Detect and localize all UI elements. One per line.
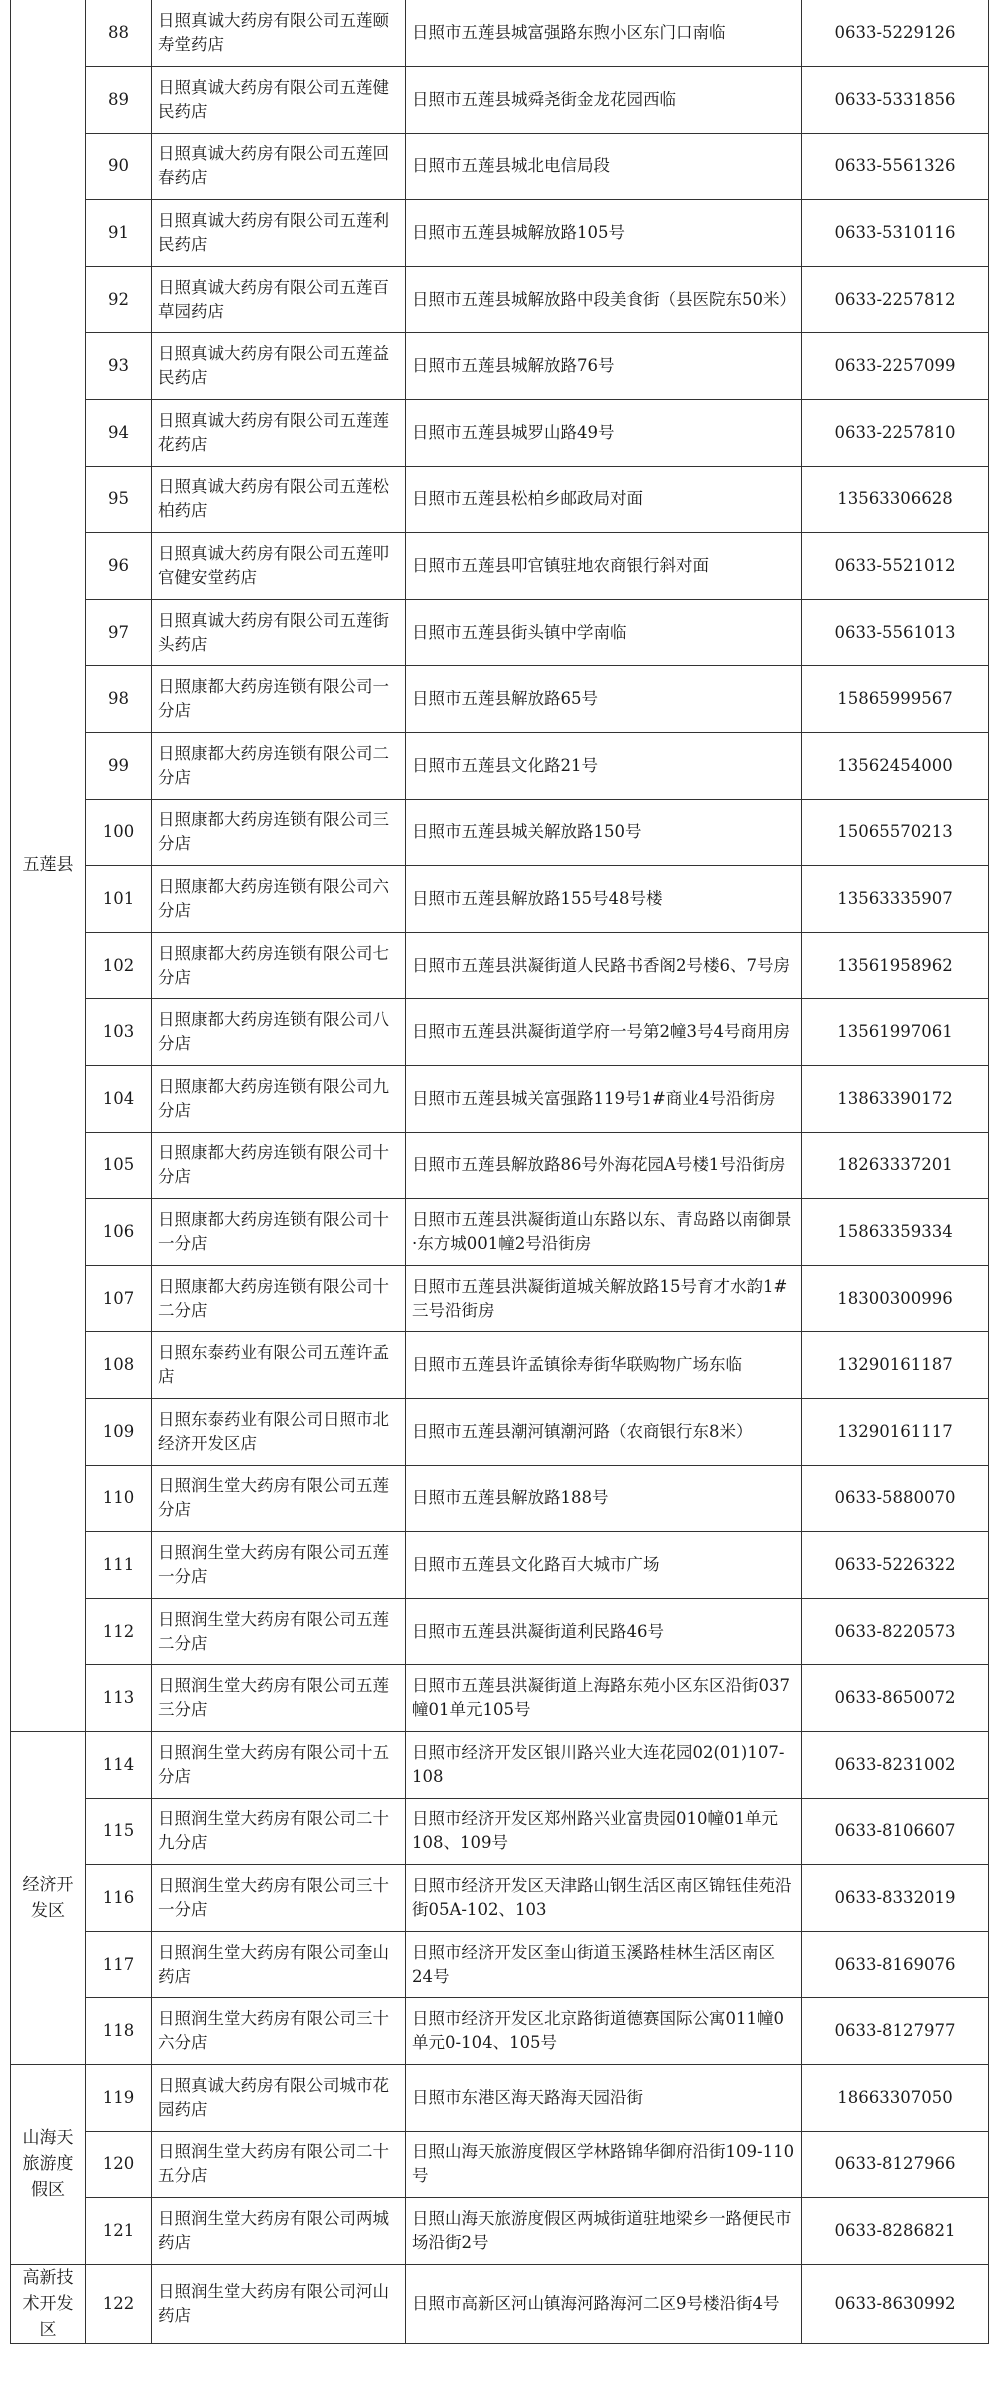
store-name-cell: 日照润生堂大药房有限公司十五分店 bbox=[152, 1731, 406, 1798]
table-row bbox=[11, 1998, 989, 2065]
store-number-cell: 89 bbox=[86, 67, 152, 134]
store-phone-cell: 0633-8332019 bbox=[802, 1865, 989, 1932]
store-address-cell: 日照市经济开发区奎山街道玉溪路桂林生活区南区24号 bbox=[406, 1931, 802, 1998]
store-phone-cell: 0633-8650072 bbox=[802, 1665, 989, 1732]
table-row bbox=[11, 266, 989, 333]
store-name-cell: 日照康都大药房连锁有限公司七分店 bbox=[152, 932, 406, 999]
store-address-cell: 日照市五莲县文化路21号 bbox=[406, 733, 802, 800]
store-number-cell: 93 bbox=[86, 333, 152, 400]
store-phone-cell: 0633-5229126 bbox=[802, 0, 989, 67]
store-name-cell: 日照真诚大药房有限公司五莲松柏药店 bbox=[152, 466, 406, 533]
store-number-cell: 102 bbox=[86, 932, 152, 999]
store-address-cell: 日照市五莲县解放路86号外海花园A号楼1号沿街房 bbox=[406, 1132, 802, 1199]
store-name-cell: 日照润生堂大药房有限公司二十九分店 bbox=[152, 1798, 406, 1865]
store-address-cell: 日照市经济开发区天津路山钢生活区南区锦钰佳苑沿街05A-102、103 bbox=[406, 1865, 802, 1932]
store-address-cell: 日照山海天旅游度假区学林路锦华御府沿街109-110号 bbox=[406, 2131, 802, 2198]
store-phone-cell: 0633-8231002 bbox=[802, 1731, 989, 1798]
store-address-cell: 日照市五莲县解放路188号 bbox=[406, 1465, 802, 1532]
store-name-cell: 日照润生堂大药房有限公司五莲分店 bbox=[152, 1465, 406, 1532]
store-number-cell: 112 bbox=[86, 1598, 152, 1665]
store-name-cell: 日照润生堂大药房有限公司三十一分店 bbox=[152, 1865, 406, 1932]
store-name-cell: 日照东泰药业有限公司日照市北经济开发区店 bbox=[152, 1398, 406, 1465]
store-name-cell: 日照康都大药房连锁有限公司六分店 bbox=[152, 866, 406, 933]
store-name-cell: 日照康都大药房连锁有限公司九分店 bbox=[152, 1066, 406, 1133]
store-phone-cell: 18300300996 bbox=[802, 1265, 989, 1332]
table-row bbox=[11, 0, 989, 67]
store-address-cell: 日照市五莲县城解放路76号 bbox=[406, 333, 802, 400]
table-row bbox=[11, 200, 989, 267]
store-address-cell: 日照市五莲县洪凝街道上海路东苑小区东区沿街037幢01单元105号 bbox=[406, 1665, 802, 1732]
store-number-cell: 116 bbox=[86, 1865, 152, 1932]
store-number-cell: 119 bbox=[86, 2064, 152, 2131]
store-name-cell: 日照真诚大药房有限公司五莲百草园药店 bbox=[152, 266, 406, 333]
store-number-cell: 94 bbox=[86, 400, 152, 467]
store-name-cell: 日照东泰药业有限公司五莲许孟店 bbox=[152, 1332, 406, 1399]
store-address-cell: 日照市五莲县城富强路东煦小区东门口南临 bbox=[406, 0, 802, 67]
store-number-cell: 114 bbox=[86, 1731, 152, 1798]
store-address-cell: 日照市五莲县城关富强路119号1#商业4号沿街房 bbox=[406, 1066, 802, 1133]
store-name-cell: 日照真诚大药房有限公司五莲利民药店 bbox=[152, 200, 406, 267]
store-phone-cell: 13563335907 bbox=[802, 866, 989, 933]
store-address-cell: 日照市五莲县解放路65号 bbox=[406, 666, 802, 733]
store-phone-cell: 18263337201 bbox=[802, 1132, 989, 1199]
table-row bbox=[11, 1731, 989, 1798]
pharmacy-table-body bbox=[11, 0, 989, 2343]
store-number-cell: 109 bbox=[86, 1398, 152, 1465]
store-phone-cell: 0633-8169076 bbox=[802, 1931, 989, 1998]
district-cell: 经济开发区 bbox=[11, 1731, 86, 2064]
store-number-cell: 120 bbox=[86, 2131, 152, 2198]
store-phone-cell: 13561958962 bbox=[802, 932, 989, 999]
store-address-cell: 日照市五莲县松柏乡邮政局对面 bbox=[406, 466, 802, 533]
store-number-cell: 99 bbox=[86, 733, 152, 800]
store-phone-cell: 15865999567 bbox=[802, 666, 989, 733]
store-number-cell: 91 bbox=[86, 200, 152, 267]
table-row bbox=[11, 466, 989, 533]
store-address-cell: 日照市经济开发区郑州路兴业富贵园010幢01单元108、109号 bbox=[406, 1798, 802, 1865]
store-number-cell: 103 bbox=[86, 999, 152, 1066]
store-number-cell: 90 bbox=[86, 133, 152, 200]
store-address-cell: 日照市五莲县许孟镇徐寿街华联购物广场东临 bbox=[406, 1332, 802, 1399]
table-row bbox=[11, 932, 989, 999]
store-number-cell: 121 bbox=[86, 2198, 152, 2265]
store-number-cell: 105 bbox=[86, 1132, 152, 1199]
store-address-cell: 日照市东港区海天路海天园沿街 bbox=[406, 2064, 802, 2131]
store-number-cell: 92 bbox=[86, 266, 152, 333]
store-phone-cell: 13290161117 bbox=[802, 1398, 989, 1465]
store-phone-cell: 0633-5331856 bbox=[802, 67, 989, 134]
store-address-cell: 日照市五莲县洪凝街道城关解放路15号育才水韵1#三号沿街房 bbox=[406, 1265, 802, 1332]
store-name-cell: 日照真诚大药房有限公司五莲街头药店 bbox=[152, 599, 406, 666]
store-number-cell: 122 bbox=[86, 2264, 152, 2343]
store-number-cell: 115 bbox=[86, 1798, 152, 1865]
table-row bbox=[11, 2131, 989, 2198]
table-row bbox=[11, 1798, 989, 1865]
store-phone-cell: 0633-8127977 bbox=[802, 1998, 989, 2065]
store-phone-cell: 0633-8286821 bbox=[802, 2198, 989, 2265]
pharmacy-table bbox=[10, 0, 989, 2344]
store-address-cell: 日照市经济开发区银川路兴业大连花园02(01)107-108 bbox=[406, 1731, 802, 1798]
table-row bbox=[11, 67, 989, 134]
store-address-cell: 日照市五莲县洪凝街道利民路46号 bbox=[406, 1598, 802, 1665]
table-row bbox=[11, 1931, 989, 1998]
table-row bbox=[11, 1598, 989, 1665]
table-row bbox=[11, 1465, 989, 1532]
table-row bbox=[11, 799, 989, 866]
store-number-cell: 98 bbox=[86, 666, 152, 733]
store-address-cell: 日照市五莲县洪凝街道人民路书香阁2号楼6、7号房 bbox=[406, 932, 802, 999]
store-address-cell: 日照市高新区河山镇海河路海河二区9号楼沿街4号 bbox=[406, 2264, 802, 2343]
store-address-cell: 日照市五莲县城解放路中段美食街（县医院东50米） bbox=[406, 266, 802, 333]
pharmacy-list-page bbox=[10, 0, 988, 2344]
store-name-cell: 日照康都大药房连锁有限公司二分店 bbox=[152, 733, 406, 800]
store-number-cell: 88 bbox=[86, 0, 152, 67]
store-address-cell: 日照市五莲县城关解放路150号 bbox=[406, 799, 802, 866]
store-phone-cell: 0633-2257099 bbox=[802, 333, 989, 400]
store-number-cell: 118 bbox=[86, 1998, 152, 2065]
store-number-cell: 110 bbox=[86, 1465, 152, 1532]
store-number-cell: 111 bbox=[86, 1532, 152, 1599]
store-address-cell: 日照市五莲县解放路155号48号楼 bbox=[406, 866, 802, 933]
store-number-cell: 100 bbox=[86, 799, 152, 866]
store-phone-cell: 13290161187 bbox=[802, 1332, 989, 1399]
store-number-cell: 95 bbox=[86, 466, 152, 533]
store-number-cell: 107 bbox=[86, 1265, 152, 1332]
store-phone-cell: 13561997061 bbox=[802, 999, 989, 1066]
table-row bbox=[11, 333, 989, 400]
store-name-cell: 日照润生堂大药房有限公司五莲二分店 bbox=[152, 1598, 406, 1665]
table-row bbox=[11, 599, 989, 666]
store-number-cell: 101 bbox=[86, 866, 152, 933]
store-phone-cell: 13563306628 bbox=[802, 466, 989, 533]
table-row bbox=[11, 533, 989, 600]
district-cell: 高新技术开发区 bbox=[11, 2264, 86, 2343]
store-name-cell: 日照康都大药房连锁有限公司十二分店 bbox=[152, 1265, 406, 1332]
store-phone-cell: 0633-5226322 bbox=[802, 1532, 989, 1599]
store-phone-cell: 0633-8106607 bbox=[802, 1798, 989, 1865]
store-name-cell: 日照润生堂大药房有限公司二十五分店 bbox=[152, 2131, 406, 2198]
table-row bbox=[11, 999, 989, 1066]
store-phone-cell: 13863390172 bbox=[802, 1066, 989, 1133]
table-row bbox=[11, 2264, 989, 2343]
table-row bbox=[11, 1532, 989, 1599]
store-number-cell: 97 bbox=[86, 599, 152, 666]
district-cell: 山海天旅游度假区 bbox=[11, 2064, 86, 2264]
table-row bbox=[11, 2064, 989, 2131]
store-phone-cell: 0633-5880070 bbox=[802, 1465, 989, 1532]
store-name-cell: 日照康都大药房连锁有限公司一分店 bbox=[152, 666, 406, 733]
table-row bbox=[11, 1265, 989, 1332]
store-phone-cell: 0633-5561013 bbox=[802, 599, 989, 666]
store-address-cell: 日照市五莲县文化路百大城市广场 bbox=[406, 1532, 802, 1599]
store-phone-cell: 15863359334 bbox=[802, 1199, 989, 1266]
store-address-cell: 日照市五莲县城北电信局段 bbox=[406, 133, 802, 200]
table-row bbox=[11, 133, 989, 200]
store-name-cell: 日照真诚大药房有限公司五莲益民药店 bbox=[152, 333, 406, 400]
store-address-cell: 日照市五莲县城罗山路49号 bbox=[406, 400, 802, 467]
table-row bbox=[11, 1332, 989, 1399]
store-phone-cell: 0633-2257812 bbox=[802, 266, 989, 333]
store-name-cell: 日照润生堂大药房有限公司五莲一分店 bbox=[152, 1532, 406, 1599]
store-address-cell: 日照市五莲县潮河镇潮河路（农商银行东8米） bbox=[406, 1398, 802, 1465]
store-phone-cell: 0633-8630992 bbox=[802, 2264, 989, 2343]
table-row bbox=[11, 1199, 989, 1266]
table-row bbox=[11, 400, 989, 467]
store-number-cell: 96 bbox=[86, 533, 152, 600]
store-address-cell: 日照市五莲县街头镇中学南临 bbox=[406, 599, 802, 666]
store-address-cell: 日照市五莲县洪凝街道山东路以东、青岛路以南御景·东方城001幢2号沿街房 bbox=[406, 1199, 802, 1266]
store-number-cell: 117 bbox=[86, 1931, 152, 1998]
store-address-cell: 日照市五莲县洪凝街道学府一号第2幢3号4号商用房 bbox=[406, 999, 802, 1066]
store-phone-cell: 13562454000 bbox=[802, 733, 989, 800]
table-row bbox=[11, 1132, 989, 1199]
store-name-cell: 日照康都大药房连锁有限公司八分店 bbox=[152, 999, 406, 1066]
district-cell: 五莲县 bbox=[11, 0, 86, 1731]
table-row bbox=[11, 1865, 989, 1932]
table-row bbox=[11, 1665, 989, 1732]
table-row bbox=[11, 1398, 989, 1465]
store-name-cell: 日照润生堂大药房有限公司两城药店 bbox=[152, 2198, 406, 2265]
store-phone-cell: 18663307050 bbox=[802, 2064, 989, 2131]
store-name-cell: 日照润生堂大药房有限公司河山药店 bbox=[152, 2264, 406, 2343]
store-phone-cell: 0633-5310116 bbox=[802, 200, 989, 267]
store-address-cell: 日照市五莲县城舜尧街金龙花园西临 bbox=[406, 67, 802, 134]
store-phone-cell: 0633-5561326 bbox=[802, 133, 989, 200]
store-phone-cell: 0633-8220573 bbox=[802, 1598, 989, 1665]
store-name-cell: 日照真诚大药房有限公司五莲莲花药店 bbox=[152, 400, 406, 467]
store-phone-cell: 0633-5521012 bbox=[802, 533, 989, 600]
store-name-cell: 日照真诚大药房有限公司城市花园药店 bbox=[152, 2064, 406, 2131]
store-name-cell: 日照真诚大药房有限公司五莲叩官健安堂药店 bbox=[152, 533, 406, 600]
store-phone-cell: 0633-2257810 bbox=[802, 400, 989, 467]
table-row bbox=[11, 666, 989, 733]
store-name-cell: 日照润生堂大药房有限公司奎山药店 bbox=[152, 1931, 406, 1998]
store-number-cell: 108 bbox=[86, 1332, 152, 1399]
store-name-cell: 日照润生堂大药房有限公司五莲三分店 bbox=[152, 1665, 406, 1732]
table-row bbox=[11, 866, 989, 933]
table-row bbox=[11, 1066, 989, 1133]
table-row bbox=[11, 733, 989, 800]
table-row bbox=[11, 2198, 989, 2265]
store-name-cell: 日照康都大药房连锁有限公司十一分店 bbox=[152, 1199, 406, 1266]
store-name-cell: 日照真诚大药房有限公司五莲颐寿堂药店 bbox=[152, 0, 406, 67]
store-address-cell: 日照山海天旅游度假区两城街道驻地梁乡一路便民市场沿街2号 bbox=[406, 2198, 802, 2265]
store-address-cell: 日照市经济开发区北京路街道德赛国际公寓011幢0单元0-104、105号 bbox=[406, 1998, 802, 2065]
store-address-cell: 日照市五莲县叩官镇驻地农商银行斜对面 bbox=[406, 533, 802, 600]
store-name-cell: 日照康都大药房连锁有限公司三分店 bbox=[152, 799, 406, 866]
store-phone-cell: 0633-8127966 bbox=[802, 2131, 989, 2198]
store-name-cell: 日照润生堂大药房有限公司三十六分店 bbox=[152, 1998, 406, 2065]
store-number-cell: 104 bbox=[86, 1066, 152, 1133]
store-name-cell: 日照真诚大药房有限公司五莲回春药店 bbox=[152, 133, 406, 200]
store-number-cell: 113 bbox=[86, 1665, 152, 1732]
store-number-cell: 106 bbox=[86, 1199, 152, 1266]
store-name-cell: 日照康都大药房连锁有限公司十分店 bbox=[152, 1132, 406, 1199]
store-phone-cell: 15065570213 bbox=[802, 799, 989, 866]
store-address-cell: 日照市五莲县城解放路105号 bbox=[406, 200, 802, 267]
store-name-cell: 日照真诚大药房有限公司五莲健民药店 bbox=[152, 67, 406, 134]
